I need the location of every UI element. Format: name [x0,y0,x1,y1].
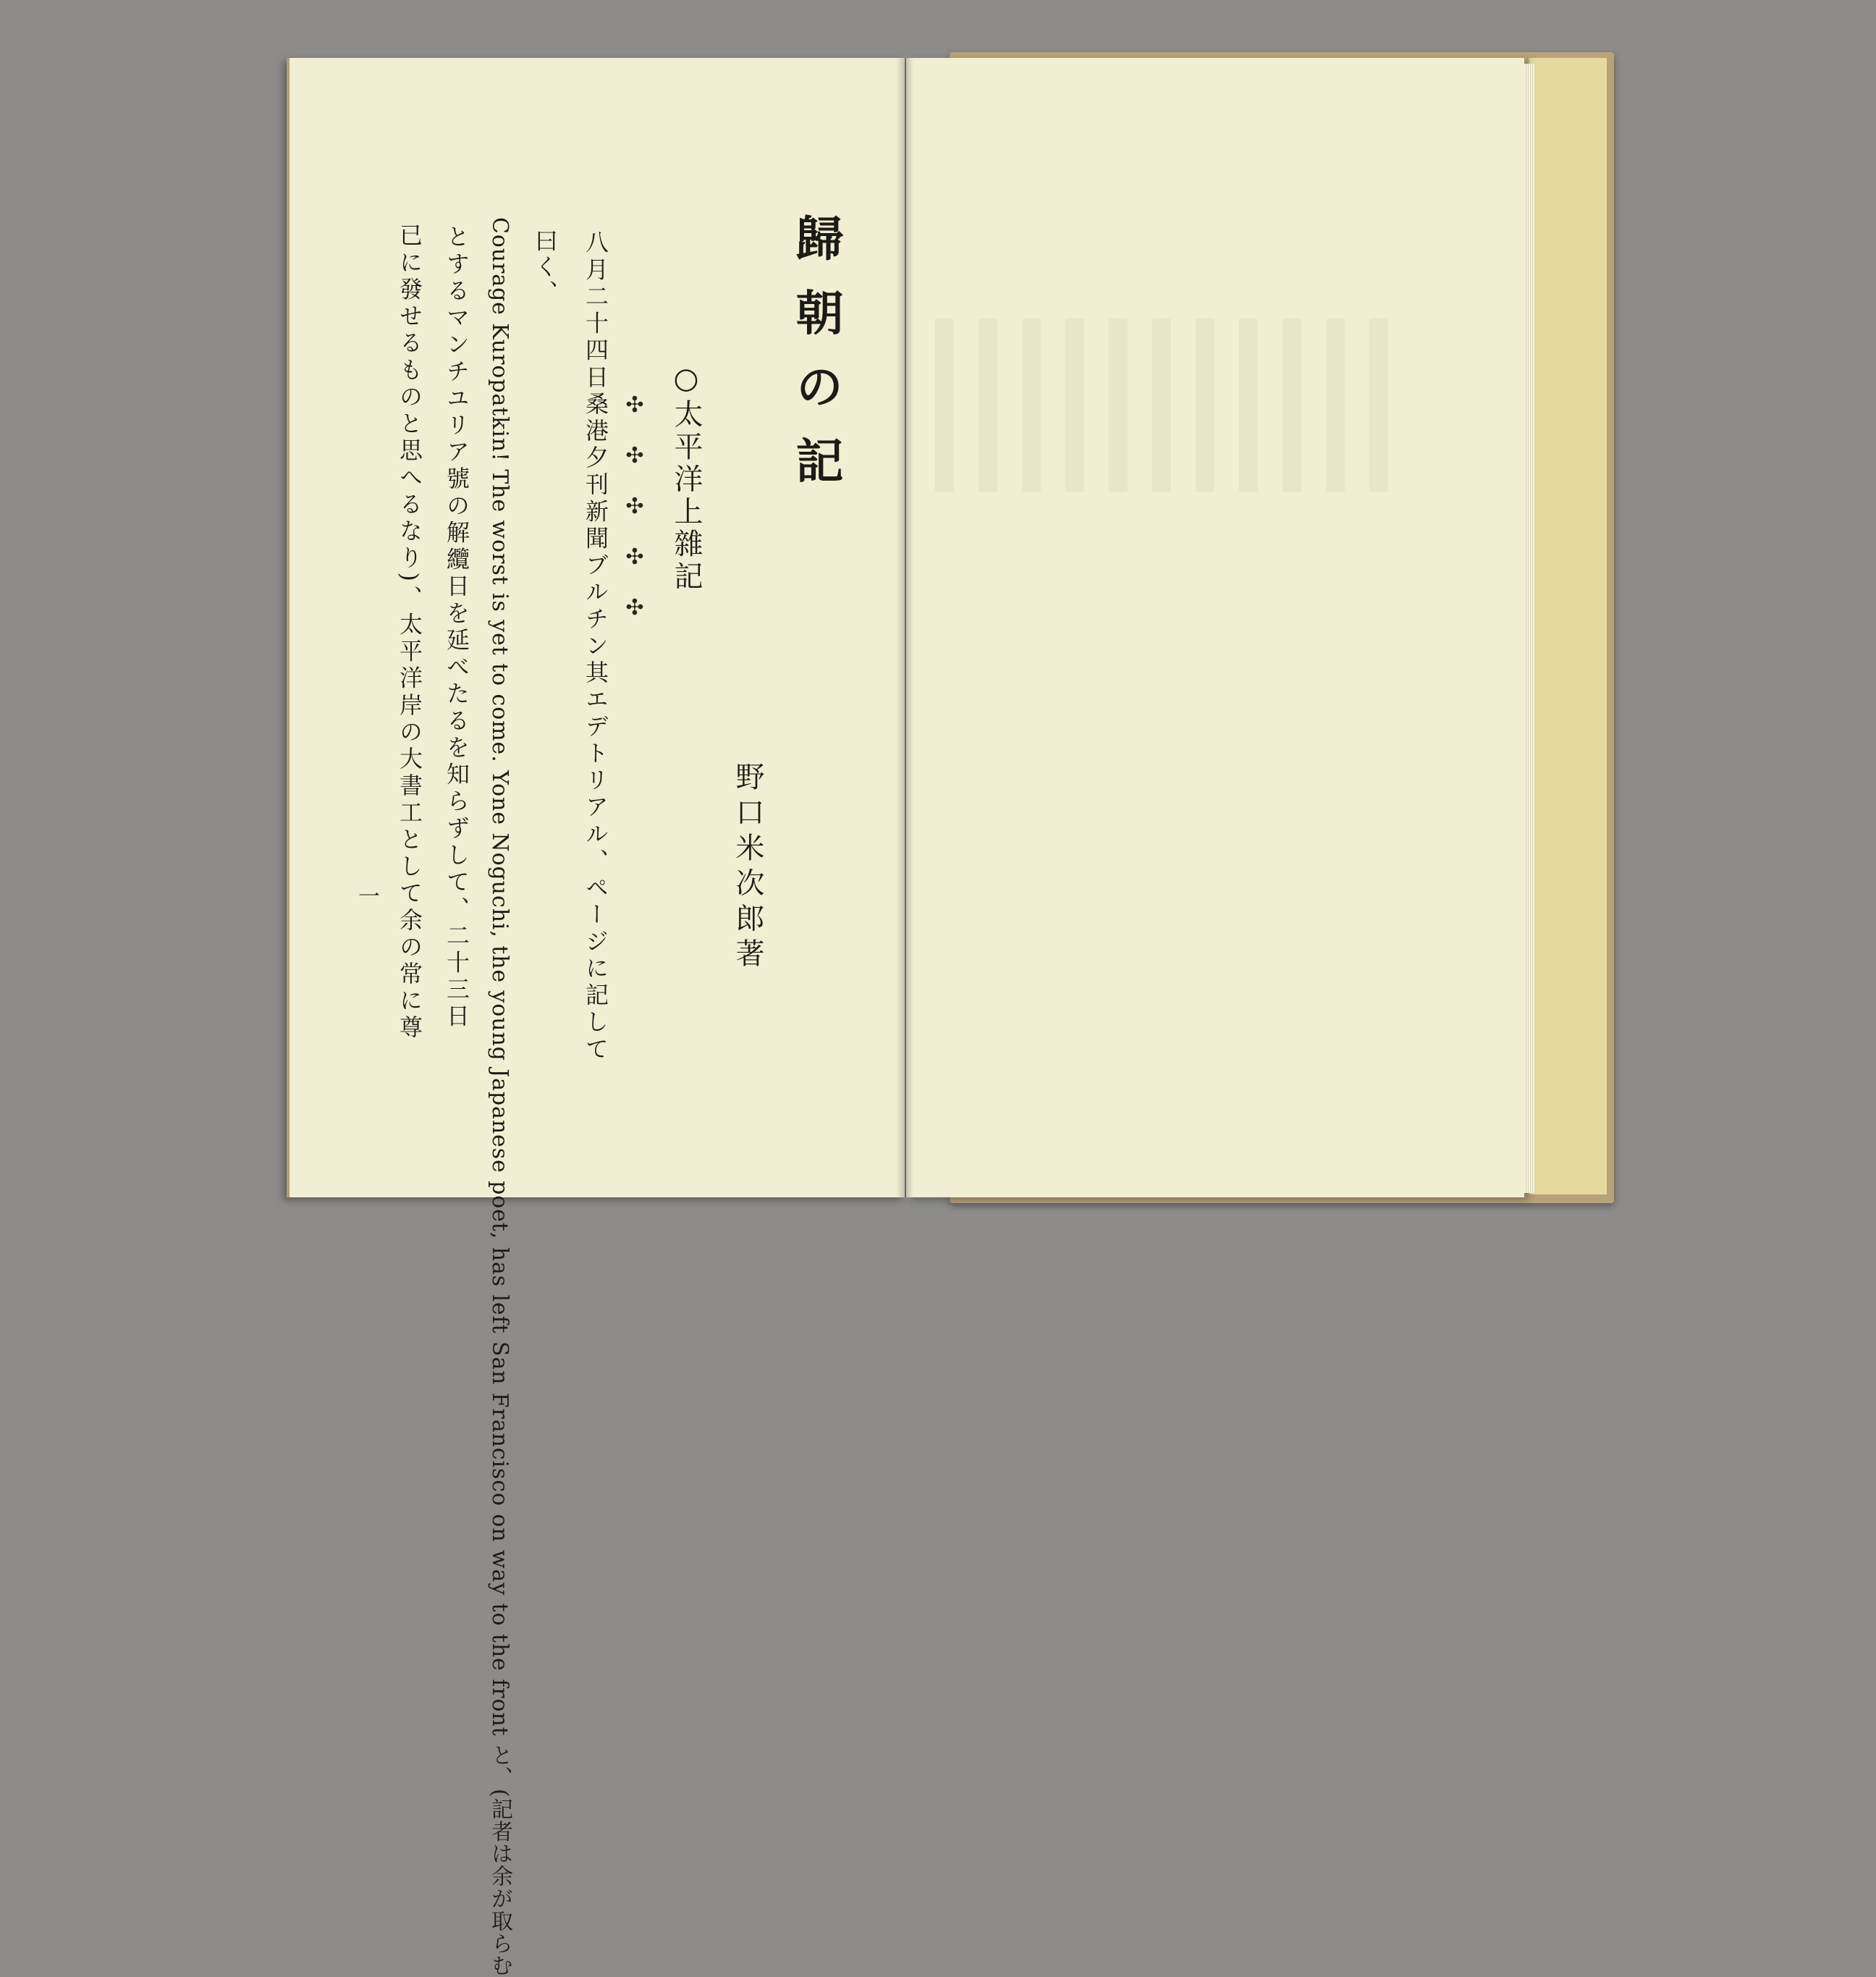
show-through-text [935,319,954,492]
show-through-text [1022,319,1041,492]
right-page [906,58,1524,1197]
body-text-line: 曰く、 [531,229,559,305]
body-text-line: 已に發せるものと思へるなり)、太平洋岸の大書工として余の常に尊 [396,223,423,1042]
show-through-text [1109,319,1128,492]
page-edges [1524,64,1534,1193]
show-through-text [1196,319,1214,492]
show-through-text [1152,319,1171,492]
ornament-icon: ✣ [625,392,644,418]
show-through-text [1369,319,1388,492]
page-number: 一 [354,885,379,908]
ornament-icon: ✣ [625,443,644,468]
body-text-line: 八月二十四日桑港夕刊新聞ブルチン其エデトリアル、ページに記して [582,230,609,1063]
show-through-text [979,319,997,492]
show-through-text [1065,319,1084,492]
ornament-icon: ✣ [625,544,644,570]
book-gutter [896,58,913,1197]
ornament-icon: ✣ [625,494,644,519]
author-byline: 野口米次郎著 [731,762,764,974]
body-text-line: Courage Kuropatkin! The worst is yet to come. Yone Noguchi, the young Japanese poet, has left San Francisco on way to the front と、(記者は余が取らむ [487,217,512,1977]
show-through-text [1283,319,1301,492]
section-title: ○太平洋上雜記 [669,362,703,594]
show-through-text [1326,319,1345,492]
body-text-line: とするマンチユリア號の解纜日を延べたるを知らずして、二十三日 [443,224,470,1031]
ornament-icon: ✣ [625,595,644,620]
show-through-text [1239,319,1258,492]
endpaper [1529,58,1607,1194]
book-title: 歸朝の記 [787,214,844,510]
ornament-column [624,392,646,646]
